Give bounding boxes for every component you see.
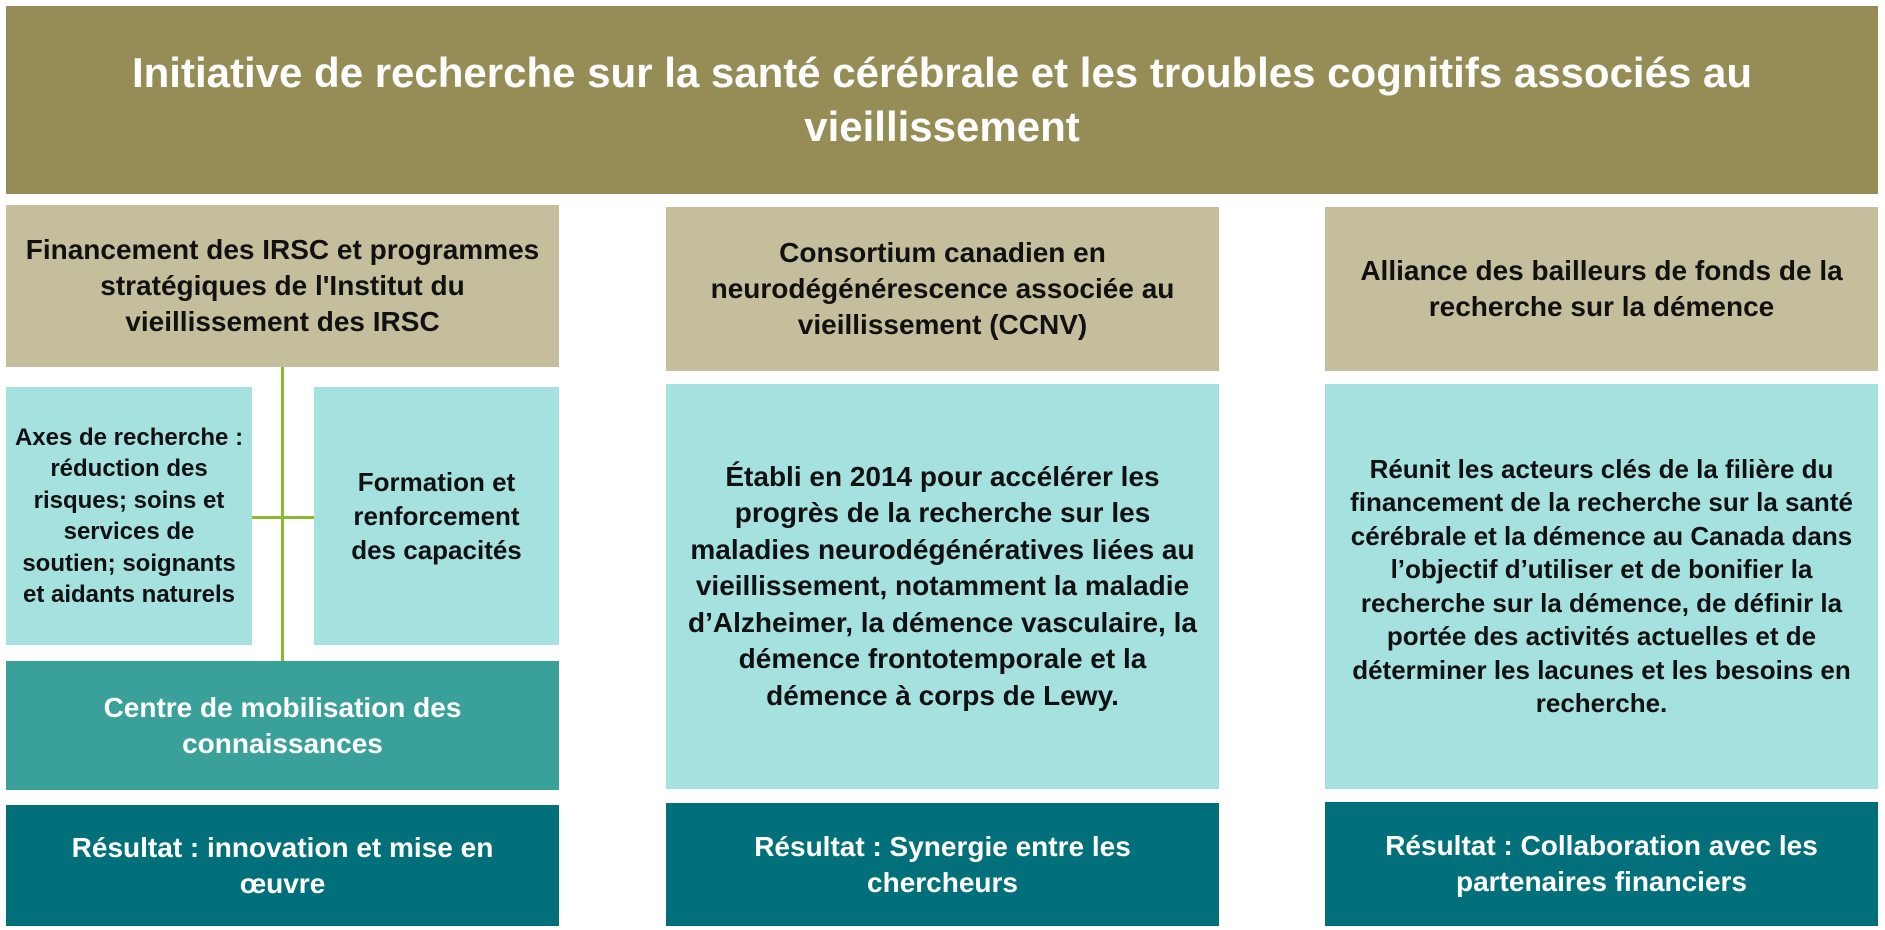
column-3-description: Réunit les acteurs clés de la filière du financement de la recherche sur la santé cérébrale et la démence au Canada dans l’objectif d’utiliser et de bonifier la recherche sur la démence, de définir la portée des activités actuelles et de déterminer les lacunes et les besoins en recherche. [1350,453,1853,718]
column-1-header-box [6,205,559,367]
column-1-header: Financement des IRSC et programmes stratégiques de l'Institut du vieillissement des IRSC [25,234,540,337]
column-1-result: Résultat : innovation et mise en œuvre [71,831,494,899]
column-3-header: Alliance des bailleurs de fonds de la recherche sur la démence [1360,255,1843,322]
column-2-result: Résultat : Synergie entre les chercheurs [754,830,1131,898]
column-1-result-box [6,805,559,926]
connector-horizontal [252,516,314,519]
diagram-title: Initiative de recherche sur la santé cérébrale et les troubles cognitifs associés au vieillissement [131,49,1752,150]
connector-vertical [281,367,284,661]
column-1-knowledge-center-box [6,661,559,790]
column-2-header-box [666,207,1219,371]
column-2-description-box [666,384,1219,789]
column-3-result: Résultat : Collaboration avec les partenaires financiers [1385,830,1818,897]
column-2-description: Établi en 2014 pour accélérer les progrès de la recherche sur les maladies neurodégénératives liées au vieillissement, notamment la maladie d’Alzheimer, la démence vasculaire, la démence frontotemporale et la démence à corps de Lewy. [688,460,1197,711]
column-1-research-axes-box [6,387,252,645]
diagram-title-banner [6,6,1878,194]
column-2-result-box [666,803,1219,926]
column-2-header: Consortium canadien en neurodégénérescence associée au vieillissement (CCNV) [710,237,1175,340]
column-1-research-axes: Axes de recherche : réduction des risques; soins et services de soutien; soignants et aidants naturels [14,423,244,608]
column-1-training-box [314,387,559,645]
column-3-description-box [1325,384,1878,789]
column-1-knowledge-center: Centre de mobilisation des connaissances [103,691,462,759]
column-1-training: Formation et renforcement des capacités [351,467,522,565]
column-3-result-box [1325,802,1878,926]
column-3-header-box [1325,207,1878,371]
